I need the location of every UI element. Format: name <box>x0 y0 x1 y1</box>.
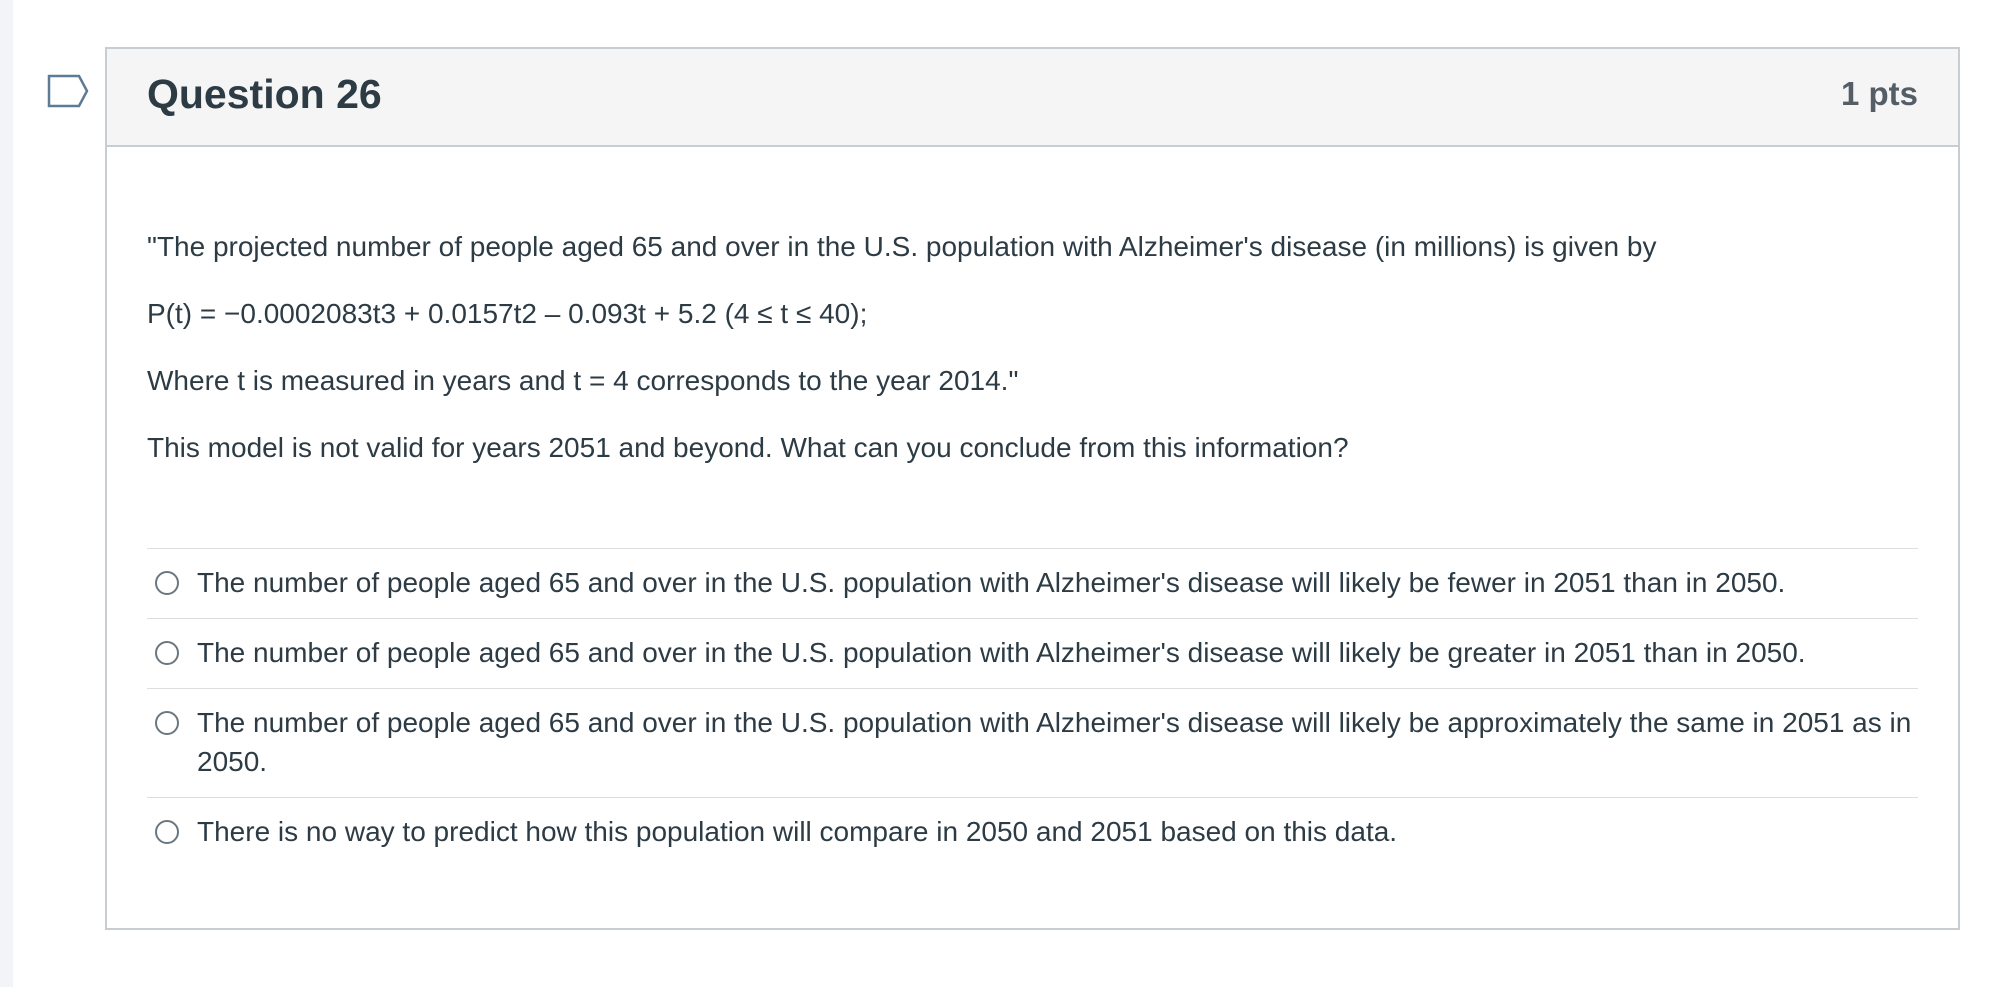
question-paragraph: "The projected number of people aged 65 and over in the U.S. population with Alzheimer's disease (in millions) is given by <box>147 231 1657 262</box>
question-text <box>147 229 1918 497</box>
radio-button[interactable] <box>155 641 179 665</box>
answer-label: The number of people aged 65 and over in the U.S. population with Alzheimer's disease will likely be greater in 2051 than in 2050. <box>197 637 1806 668</box>
answer-option[interactable] <box>147 798 1918 867</box>
flag-question-icon[interactable] <box>47 74 89 108</box>
answer-label: The number of people aged 65 and over in the U.S. population with Alzheimer's disease will likely be approximately the same in 2051 as in 2050. <box>197 707 1912 777</box>
radio-button[interactable] <box>155 711 179 735</box>
question-card <box>105 47 1960 930</box>
answer-option[interactable] <box>147 619 1918 689</box>
question-paragraph: P(t) = −0.0002083t3 + 0.0157t2 – 0.093t + 5.2 (4 ≤ t ≤ 40); <box>147 298 868 329</box>
answer-option[interactable] <box>147 689 1918 798</box>
answer-list <box>147 548 1918 867</box>
left-gutter <box>0 0 13 987</box>
answer-option[interactable] <box>147 549 1918 619</box>
answer-label: There is no way to predict how this population will compare in 2050 and 2051 based on this data. <box>197 816 1398 847</box>
question-paragraph: Where t is measured in years and t = 4 corresponds to the year 2014." <box>147 365 1019 396</box>
radio-button[interactable] <box>155 571 179 595</box>
question-header <box>107 49 1958 147</box>
question-paragraph: This model is not valid for years 2051 and beyond. What can you conclude from this information? <box>147 432 1349 463</box>
answer-label: The number of people aged 65 and over in the U.S. population with Alzheimer's disease will likely be fewer in 2051 than in 2050. <box>197 567 1786 598</box>
question-title: Question 26 <box>147 71 382 117</box>
question-points: 1 pts <box>1840 75 1918 112</box>
radio-button[interactable] <box>155 820 179 844</box>
